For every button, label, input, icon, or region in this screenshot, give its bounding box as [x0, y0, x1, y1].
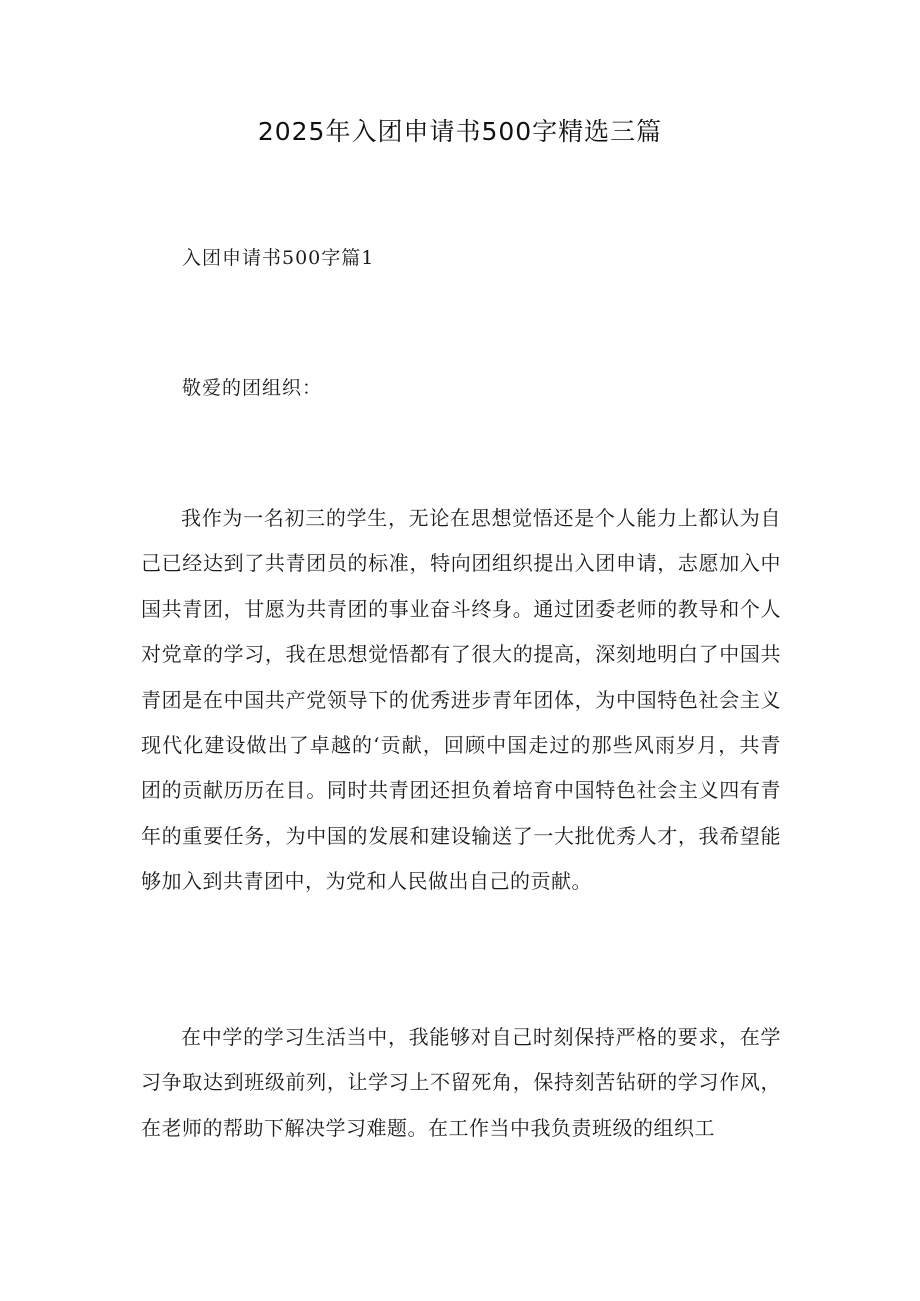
- body-paragraph-1: 我作为一名初三的学生，无论在思想觉悟还是个人能力上都认为自己已经达到了共青团员的标准，特向团组织提出入团申请，志愿加入中国共青团，甘愿为共青团的事业奋斗终身。通过团委老师的教导和个人对党章的学习，我在思想觉悟都有了很大的提高，深刻地明白了中国共青团是在中国共产党领导下的优秀进步青年团体，为中国特色社会主义现代化建设做出了卓越的‘贡献，回顾中国走过的那些风雨岁月，共青团的贡献历历在目。同时共青团还担负着培育中国特色社会主义四有青年的重要任务，为中国的发展和建设输送了一大批优秀人才，我希望能够加入到共青团中，为党和人民做出自己的贡献。: [141, 506, 781, 894]
- section-title: 入团申请书500字篇1: [182, 247, 375, 269]
- body-paragraph-2: 在中学的学习生活当中，我能够对自己时刻保持严格的要求，在学习争取达到班级前列，让学习上不留死角，保持刻苦钻研的学习作风，在老师的帮助下解决学习难题。在工作当中我负责班级的组织工: [141, 1025, 781, 1140]
- salutation: 敬爱的团组织：: [182, 377, 323, 399]
- document-title: 2025年入团申请书500字精选三篇: [257, 117, 663, 146]
